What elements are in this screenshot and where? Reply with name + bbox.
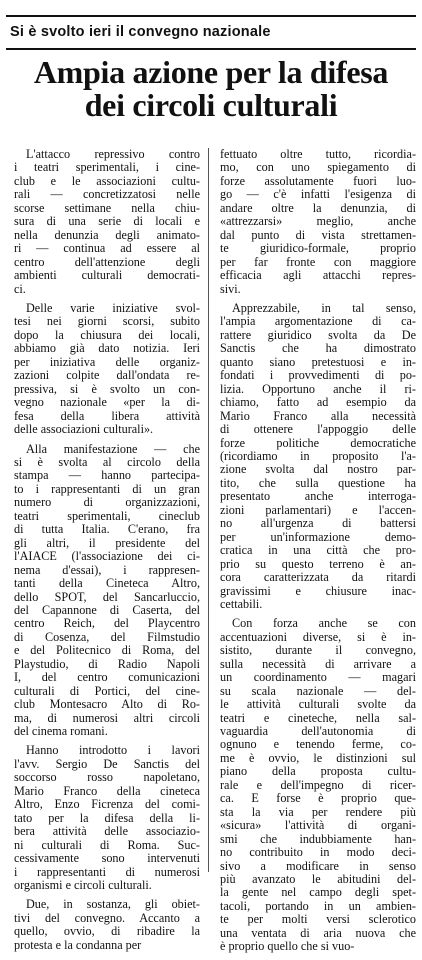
text-line: ognuno e tenendo ferme, co- <box>220 738 416 752</box>
text-line: lizia. Opportuno anche il ri- <box>220 382 416 396</box>
text-line: su scala nazionale — del- <box>220 684 416 698</box>
text-line: quello, ovvio, di ribadire la <box>14 925 200 939</box>
text-line: è proprio quello che si vuo- <box>220 940 355 954</box>
text-line: rali — concretizzatosi nelle <box>14 188 200 202</box>
text-line: Sanctis che ha dimostrato <box>220 342 416 356</box>
text-line: sulla necessità di arrivare a <box>220 657 416 671</box>
text-line: Delle varie iniziative svol- <box>26 301 200 315</box>
text-line: andare oltre la denunzia, di <box>220 201 416 215</box>
text-line: organismi e circoli culturali. <box>14 879 152 893</box>
text-line: rale e dell'impegno di ricer- <box>220 778 416 792</box>
text-line: fondati i provvedimenti di po- <box>220 369 416 383</box>
left-column <box>14 148 200 958</box>
headline-line: Ampia azione per la difesa <box>33 54 389 90</box>
top-rule <box>6 15 416 17</box>
headline <box>0 56 422 123</box>
text-line: ca. E forse è proprio que- <box>220 792 416 806</box>
text-line: nema d'essai), i rappresen- <box>14 563 200 577</box>
text-line: L'attacco repressivo contro <box>26 148 200 161</box>
text-line: Con forza anche se con <box>232 617 416 631</box>
paragraph <box>220 617 416 953</box>
text-line: club Montesacro Alto di Ro- <box>14 698 200 712</box>
text-line: un coordinamento — magari <box>220 671 416 685</box>
paragraph <box>14 443 200 739</box>
text-line: «attrezzarsi» meglio, anche <box>220 215 416 229</box>
text-line: l'ampia argomentazione di ca- <box>220 315 416 329</box>
text-line: per un'informazione demo- <box>220 530 416 544</box>
text-line: te giuridico-formale, proprio <box>220 242 416 256</box>
text-line: efficacia agli attacchi repres- <box>220 269 416 283</box>
text-line: culturali di Portici, del cine- <box>14 684 200 698</box>
text-line: Mario Franco della cineteca <box>14 784 200 798</box>
text-line: fettuato oltre tutto, ricordia- <box>220 148 416 161</box>
text-line: centro Reich, del Playcentro <box>14 617 200 631</box>
text-line: piano della proposta cultu- <box>220 765 416 779</box>
text-line: l'avv. Sergio De Sanctis del <box>14 757 200 771</box>
text-line: presentato anche interroga- <box>220 490 416 504</box>
text-line: tato per la difesa della li- <box>14 811 200 825</box>
paragraph <box>220 148 416 296</box>
text-line: no contribuito in modo deci- <box>220 846 416 860</box>
text-line: smi che indubbiamente han- <box>220 832 416 846</box>
text-line: Apprezzabile, in tal senso, <box>232 301 416 315</box>
text-line: I, del centro comunicazioni <box>14 671 200 685</box>
text-line: te per molti versi sclerotico <box>220 913 416 927</box>
text-line: sistito, durante il convegno, <box>220 644 416 658</box>
text-line: per iniziativa delle organiz- <box>14 355 200 369</box>
text-line: bera attività delle associazio- <box>14 825 200 839</box>
text-line: tanti della Cineteca Altro, <box>14 577 200 591</box>
text-line: i rappresentanti di numerosi <box>14 865 200 879</box>
text-line: fesa della libera attività <box>14 409 200 423</box>
text-line: zazioni colpite dall'ondata re- <box>14 369 200 383</box>
paragraph <box>14 744 200 892</box>
text-line: dello SPOT, del Sancarluccio, <box>14 590 200 604</box>
text-line: tito, che sulla questione ha <box>220 476 416 490</box>
text-line: Playstudio, di Radio Napoli <box>14 657 200 671</box>
text-line: del Capannone di Caserta, del <box>14 603 200 617</box>
kicker: Si è svolto ieri il convegno nazionale <box>10 24 271 40</box>
text-line: nella denunzia degli animato- <box>14 228 200 242</box>
text-line: di tutta Italia. C'erano, fra <box>14 523 200 537</box>
paragraph <box>14 302 200 437</box>
paragraph <box>14 148 200 296</box>
text-line: pressiva, si è svolto un con- <box>14 382 200 396</box>
text-line: centro dell'attenzione degli <box>14 255 200 269</box>
text-line: tivi del convegno. Accanto a <box>14 911 200 925</box>
text-line: ambienti culturali democrati- <box>14 269 200 283</box>
text-line: rattere giuridico svolta da De <box>220 328 416 342</box>
paragraph <box>14 898 200 952</box>
text-line: stampa — hanno partecipa- <box>14 469 200 483</box>
paragraph <box>220 302 416 611</box>
text-line: to i rappresentanti di un gran <box>14 482 200 496</box>
text-line: l'AIACE (l'associazione dei ci- <box>14 550 200 564</box>
text-line: forze politiche democratiche <box>220 436 416 450</box>
column-divider <box>208 148 209 872</box>
text-line: me è ovvio, le distinzioni sul <box>220 751 416 765</box>
text-line: Altro, Enzo Ficrenza del comi- <box>14 798 200 812</box>
text-line: sta la via per rendere più <box>220 805 416 819</box>
text-line: Hanno introdotto i lavori <box>26 744 200 758</box>
text-line: le attività culturali svolte da <box>220 698 416 712</box>
text-line: go — c'è infatti l'esigenza di <box>220 188 416 202</box>
text-line: chiamo, fatto ad esempio da <box>220 396 416 410</box>
text-line: cratica in una città che pro- <box>220 544 416 558</box>
text-line: dal punto di vista strettamen- <box>220 228 416 242</box>
text-line: mo, con uno spiegamento di <box>220 161 416 175</box>
text-line: del cinema romani. <box>14 725 108 739</box>
text-line: tesi nei giorni scorsi, subito <box>14 315 200 329</box>
text-line: accentuazioni diverse, si è in- <box>220 630 416 644</box>
text-line: cettabili. <box>220 597 263 611</box>
text-line: ni culturali di Roma. Suc- <box>14 838 200 852</box>
text-line: Due, in sostanza, gli obiet- <box>26 898 200 912</box>
text-line: sivi. <box>220 282 241 296</box>
text-line: teatri e cineteche, nella sal- <box>220 711 416 725</box>
text-line: club e le associazioni cultu- <box>14 174 200 188</box>
text-line: la gente nel campo degli spet- <box>220 886 416 900</box>
text-line: di Cosenza, del Filmstudio <box>14 630 200 644</box>
text-line: ri — continua ad essere al <box>14 242 200 256</box>
text-line: no all'urgenza di battersi <box>220 517 416 531</box>
text-line: dopo la chiusura dei locali, <box>14 328 200 342</box>
text-line: zione svolta dal nostro par- <box>220 463 416 477</box>
headline-line: dei circoli culturali <box>84 87 338 124</box>
right-column <box>220 148 416 960</box>
text-line: sivo a modificare in senso <box>220 859 416 873</box>
text-line: abbiamo già dato notizia. Ieri <box>14 342 200 356</box>
text-line: una ventata di aria nuova che <box>220 926 416 940</box>
text-line: e del Politecnico di Roma, del <box>14 644 200 658</box>
text-line: zioni parlamentari) e l'accen- <box>220 503 416 517</box>
text-line: scorse settimane nella chiu- <box>14 201 200 215</box>
text-line: vaguardia dell'autonomia di <box>220 725 416 739</box>
text-line: (ricordiamo in proposito l'a- <box>220 449 416 463</box>
text-line: si è svolta al circolo della <box>14 455 200 469</box>
text-line: sura di una serie di locali e <box>14 215 200 229</box>
text-line: cora caratterizzata da ritardi <box>220 571 416 585</box>
text-line: ci. <box>14 282 26 296</box>
text-line: Alla manifestazione — che <box>26 442 200 456</box>
text-line: più avanzato le abitudini del- <box>220 873 416 887</box>
text-line: «sicura» l'attività di organi- <box>220 819 416 833</box>
text-line: tacoli, portando in un ambien- <box>220 899 416 913</box>
kicker-rule <box>6 48 416 50</box>
text-line: soccorso rosso napoletano, <box>14 771 200 785</box>
text-line: cessivamente sono intervenuti <box>14 852 200 866</box>
text-line: per far fronte con maggiore <box>220 255 416 269</box>
text-line: vegno nazionale «per la di- <box>14 396 200 410</box>
text-line: gli altri, il presidente del <box>14 536 200 550</box>
text-line: forze assolutamente fuori luo- <box>220 174 416 188</box>
text-line: di ottenere l'appoggio delle <box>220 423 416 437</box>
text-line: Mario Franco alla necessità <box>220 409 416 423</box>
text-line: numero di organizzazioni, <box>14 496 200 510</box>
text-line: prio su questo terreno è an- <box>220 557 416 571</box>
text-line: gravissimi e chiusure inac- <box>220 584 416 598</box>
text-line: delle associazioni culturali». <box>14 423 154 437</box>
text-line: quanto siano pretestuosi e in- <box>220 355 416 369</box>
text-line: teatri sperimentali, cineclub <box>14 509 200 523</box>
text-line: ma, di numerosi altri circoli <box>14 711 200 725</box>
text-line: protesta e la condanna per <box>14 938 142 952</box>
text-line: i teatri sperimentali, i cine- <box>14 161 200 175</box>
